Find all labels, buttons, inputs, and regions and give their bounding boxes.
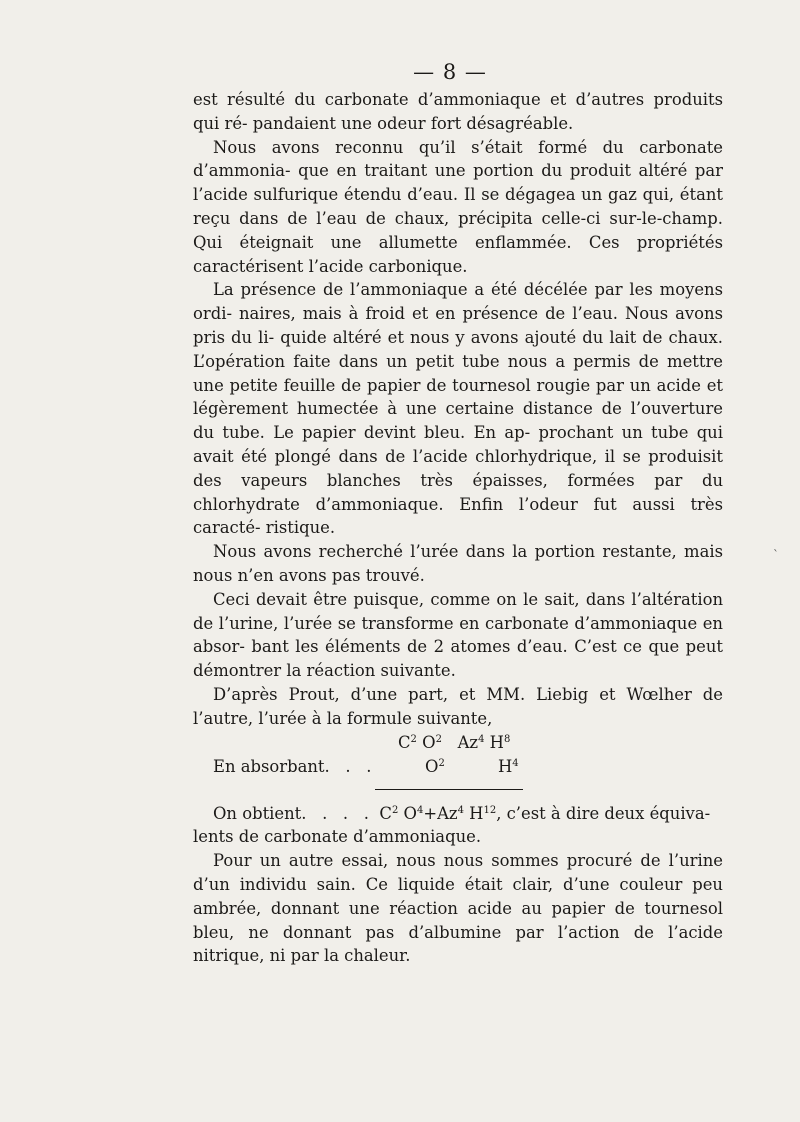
formula-line-2-o: $O^2$ — [425, 756, 445, 776]
paragraph: La présence de l’ammoniaque a été décélée par les moyens ordi- naires, mais à froid et en présence de l’eau. Nous avons pris du li- quide altéré et nous y avons ajouté du lait de chaux. L’opération faite dans un petit tube nous a permis de mettre une petite feuille de papier de tournesol rougie par un acide et légèrement humectée à une certaine distance de l’ouverture du tube. Le papier devint bleu. En ap- prochant un tube qui avait été plongé dans de l’acide chlorhydrique, il se produisit des vapeurs blanches très épaisses, formées par du chlorhydrate d’ammoniaque. Enfin l’odeur fut aussi très caracté- ristique. — [193, 280, 723, 538]
formula-rule — [375, 789, 523, 790]
paragraph: D’après Prout, d’une part, et MM. Liebig et Wœlher de l’autre, l’urée à la formule suivante, — [193, 684, 723, 728]
paragraph: Nous avons recherché l’urée dans la portion restante, mais nous n’en avons pas trouvé. — [193, 542, 723, 585]
paragraph: est résulté du carbonate d’ammoniaque et d’autres produits qui ré- pandaient une odeur fort désagréable. — [193, 90, 723, 133]
paragraph: lents de carbonate d’ammoniaque. — [193, 827, 482, 847]
formula-result-line: On obtient. . . . $C^2$ $O^4+Az^4$ $H^{12}$, c’est à dire deux équiva- — [213, 803, 711, 823]
paragraph: Nous avons reconnu qu’il s’était formé du carbonate d’ammonia- que en traitant une portion du produit altéré par l’acide sulfurique étendu d’eau. Il se dégagea un gaz qui, étant reçu dans de l’eau de chaux, précipita celle-ci sur-le-champ. Qui éteignait une allumette enflammée. Ces propriétés caractérisent l’acide carbonique. — [193, 137, 723, 276]
formula-line-1: $C^2$ $O^2$ Az$^4$ $H^8$ — [398, 732, 511, 752]
body-text — [193, 88, 723, 968]
formula-line-2-label: En absorbant. . . — [213, 756, 372, 776]
chemical-formula — [193, 731, 723, 802]
paragraph: Ceci devait être puisque, comme on le sait, dans l’altération de l’urine, l’urée se transforme en carbonate d’ammoniaque en absor- bant les éléments de 2 atomes d’eau. C’est ce que peut démontrer la réaction suivante. — [193, 589, 723, 681]
page-number: — 8 — — [413, 60, 487, 84]
formula-line-2-h: $H^4$ — [498, 756, 519, 776]
margin-speck: ` — [773, 548, 779, 562]
paragraph: Pour un autre essai, nous nous sommes procuré de l’urine d’un individu sain. Ce liquide était clair, d’une couleur peu ambrée, donnant une réaction acide au papier de tournesol bleu, ne donnant pas d’albumine par l’action de l’acide nitrique, ni par la chaleur. — [193, 851, 723, 966]
